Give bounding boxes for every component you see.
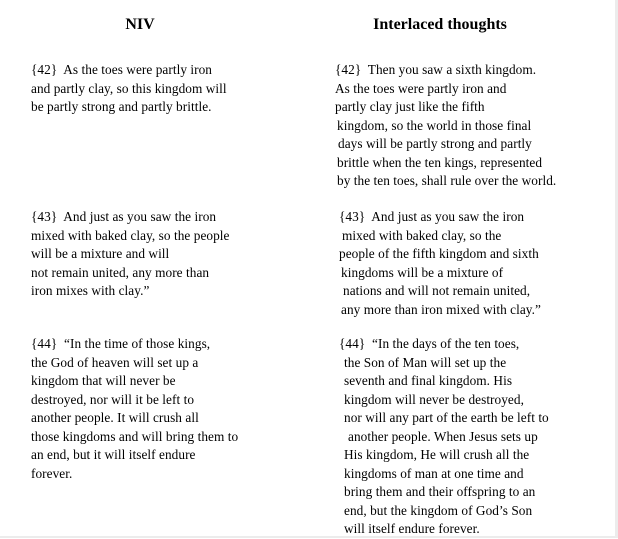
verse-line: {42} Then you saw a sixth kingdom. xyxy=(335,62,537,77)
verse-line: seventh and final kingdom. His xyxy=(344,373,513,388)
verse-line: {44} “In the days of the ten toes, xyxy=(339,336,520,351)
verse-line: another people. When Jesus sets up xyxy=(348,428,538,444)
verse-line: brittle when the ten kings, represented xyxy=(337,154,543,170)
verse-line: end, but the kingdom of God’s Son xyxy=(344,502,533,518)
verse-line: by the ten toes, shall rule over the world. xyxy=(337,173,557,188)
verse-line: the God of heaven will set up a xyxy=(31,354,199,370)
niv-verse-44 xyxy=(31,335,238,483)
verse-line: bring them and their offspring to an xyxy=(344,484,536,499)
verse-line: those kingdoms and will bring them to xyxy=(31,428,239,444)
verse-line: not remain united, any more than xyxy=(31,264,210,280)
verse-line: be partly strong and partly brittle. xyxy=(31,99,212,114)
verse-line: kingdom, so the world in those final xyxy=(337,117,532,133)
verse-line: {43} And just as you saw the iron xyxy=(339,209,525,224)
verse-line: and partly clay, so this kingdom will xyxy=(31,80,227,96)
verse-line: an end, but it will itself endure xyxy=(31,447,196,462)
verse-line: destroyed, nor will it be left to xyxy=(31,391,195,407)
verse-line: partly clay just like the fifth xyxy=(335,99,485,114)
verse-line: His kingdom, He will crush all the xyxy=(344,447,530,462)
verse-line: another people. It will crush all xyxy=(31,410,199,425)
verse-line: {42} As the toes were partly iron xyxy=(31,62,213,77)
verse-line: the Son of Man will set up the xyxy=(344,354,507,370)
niv-verse-42 xyxy=(31,61,227,117)
verse-line: kingdom that will never be xyxy=(31,373,176,388)
verse-line: days will be partly strong and partly xyxy=(338,136,532,151)
verse-line: As the toes were partly iron and xyxy=(335,80,507,96)
interlaced-verse-42 xyxy=(335,61,556,191)
verse-line: people of the fifth kingdom and sixth xyxy=(339,246,539,261)
niv-verse-43 xyxy=(31,208,230,301)
verse-line: mixed with baked clay, so the people xyxy=(31,227,230,243)
verse-line: {44} “In the time of those kings, xyxy=(31,336,211,351)
verse-line: kingdoms will be a mixture of xyxy=(341,264,504,280)
verse-line: will itself endure forever. xyxy=(344,521,480,536)
interlaced-column-header: Interlaced thoughts xyxy=(373,16,507,33)
verse-line: forever. xyxy=(31,465,73,481)
verse-line: nations and will not remain united, xyxy=(343,283,531,298)
verse-line: nor will any part of the earth be left to xyxy=(344,410,549,425)
verse-line: will be a mixture and will xyxy=(31,246,170,261)
verse-line: kingdoms of man at one time and xyxy=(344,465,524,481)
verse-line: kingdom will never be destroyed, xyxy=(344,391,524,407)
verse-line: mixed with baked clay, so the xyxy=(342,227,502,243)
interlaced-verse-44 xyxy=(339,335,549,539)
verse-line: {43} And just as you saw the iron xyxy=(31,209,217,224)
niv-column-header: NIV xyxy=(125,16,155,33)
verse-line: iron mixes with clay.” xyxy=(31,283,150,298)
interlaced-verse-43 xyxy=(339,208,541,319)
verse-line: any more than iron mixed with clay.” xyxy=(341,301,541,317)
